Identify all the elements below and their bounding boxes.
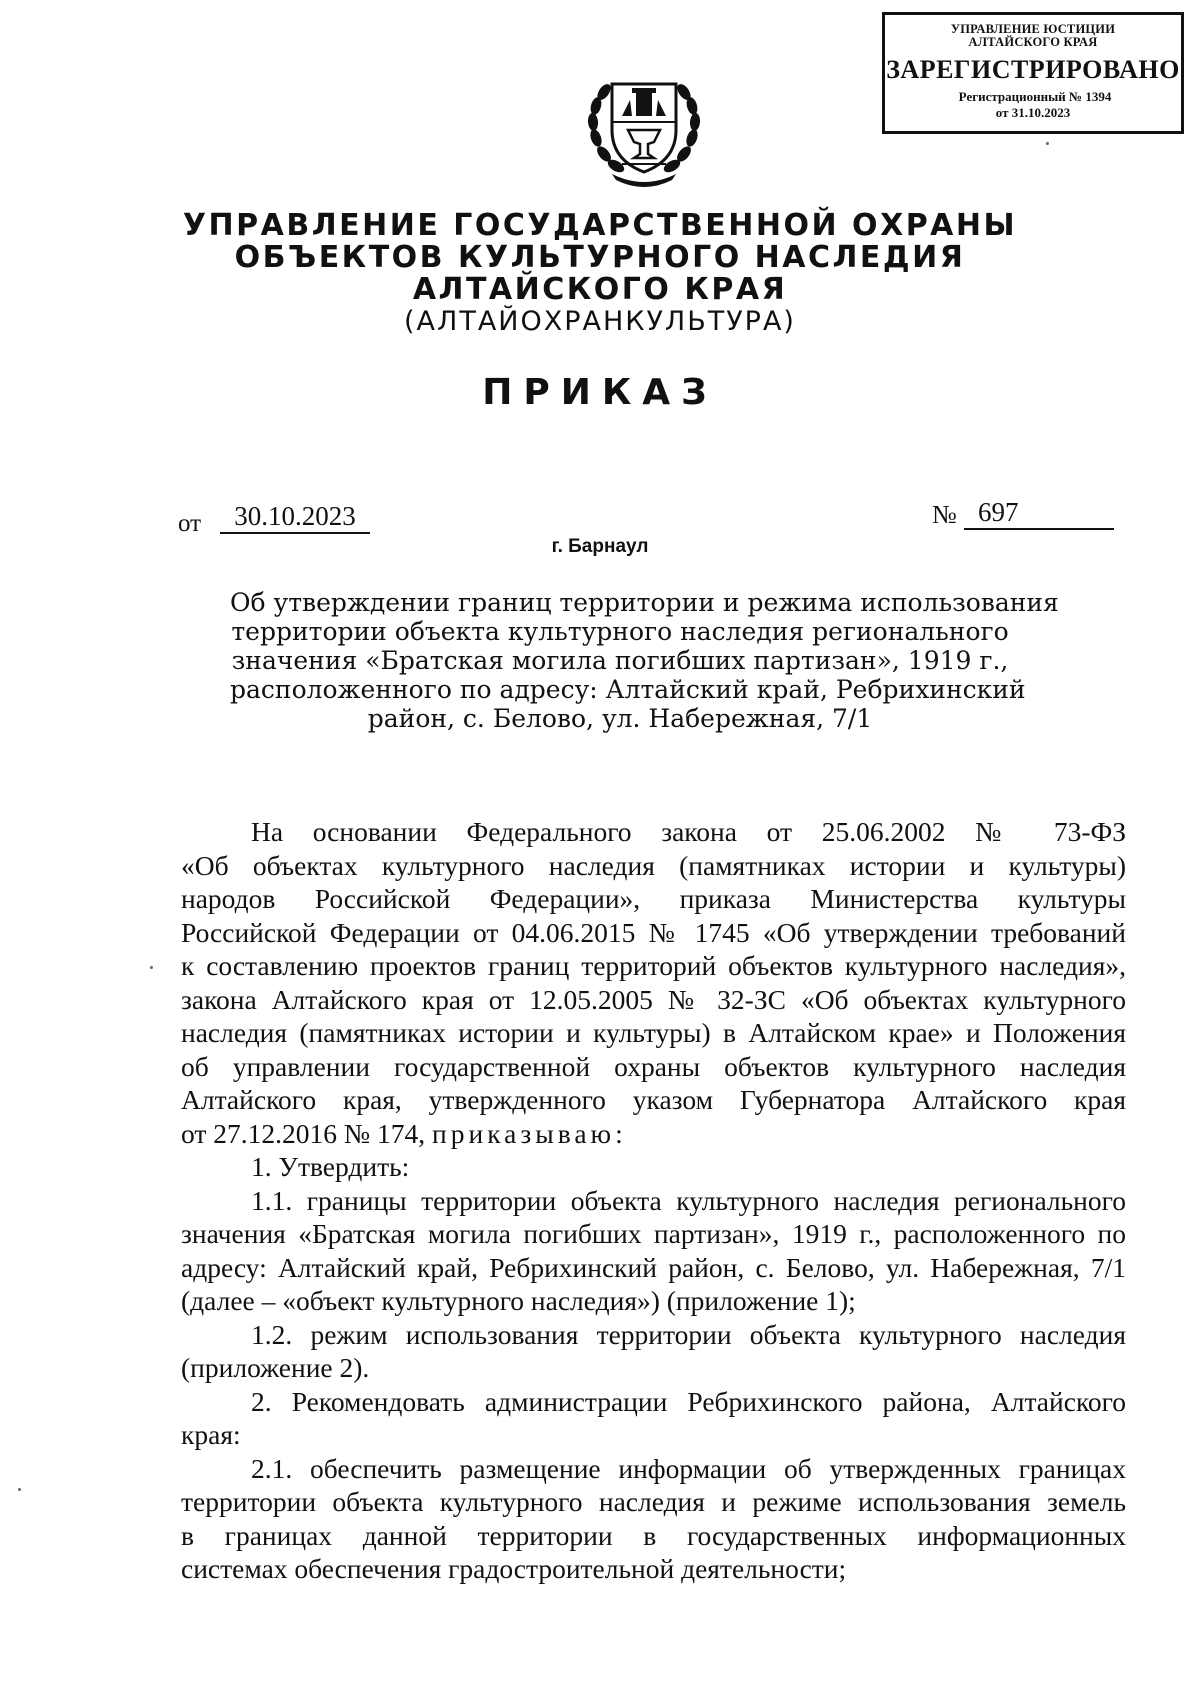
item-2-line: края: [181,1419,241,1450]
stamp-reg-date: от 31.10.2023 [995,105,1071,120]
body-line: «Об объектах культурного наследия (памятниках истории и культуры) [181,849,1126,881]
item-1-1-line: значения «Братская могила погибших партизан», 1919 г., расположенного по [181,1218,1126,1249]
body-line: об управлении государственной охраны объектов культурного наследия [181,1050,1126,1082]
org-name-line2: ОБЪЕКТОВ КУЛЬТУРНОГО НАСЛЕДИЯ [234,240,966,275]
coat-of-arms-icon [582,68,706,192]
order-word: приказываю: [432,1117,627,1149]
item-1-1-line: 1.1. границы территории объекта культурного наследия регионального [251,1184,1126,1216]
stamp-status: ЗАРЕГИСТРИРОВАНО [886,55,1180,84]
org-name-line1: УПРАВЛЕНИЕ ГОСУДАРСТВЕННОЙ ОХРАНЫ [182,208,1018,243]
subject-line: территории объекта культурного наследия регионального [231,617,1009,646]
org-name-line3: АЛТАЙСКОГО КРАЯ [412,272,788,307]
subject-line: район, с. Белово, ул. Набережная, 7/1 [367,704,873,733]
body-line: наследия (памятниках истории и культуры) в Алтайском крае» и Положения [181,1017,1126,1048]
document-city: г. Барнаул [551,536,649,557]
document-date: 30.10.2023 [220,500,370,534]
item-2-1-line: 2.1. обеспечить размещение информации об утвержденных границах [251,1452,1126,1484]
item-1-2-line: (приложение 2). [181,1352,370,1383]
subject-line: значения «Братская могила погибших партизан», 1919 г., [231,646,1009,675]
body-line: Российской Федерации от 04.06.2015 № 1745 «Об утверждении требований [181,916,1126,948]
document-number: 697 [964,496,1114,530]
item-1: 1. Утвердить: [251,1151,410,1182]
item-1-1-line: (далее – «объект культурного наследия») (приложение 1); [181,1285,856,1316]
subject-line: расположенного по адресу: Алтайский край, Ребрихинский [230,675,1026,704]
item-2-1-line: системах обеспечения градостроительной деятельности; [181,1553,847,1584]
body-line: к составлению проектов границ территорий объектов культурного наследия», [181,950,1126,981]
scan-speck [1046,142,1049,145]
document-type: ПРИКАЗ [482,372,718,413]
body-line: закона Алтайского края от 12.05.2005 № 32-ЗС «Об объектах культурного [181,983,1126,1015]
stamp-org [885,23,1181,49]
body-line: На основании Федерального закона от 25.06.2002 № 73-ФЗ [251,816,1126,847]
preamble-last: от 27.12.2016 № 174, [181,1117,426,1149]
stamp-org-line1: УПРАВЛЕНИЕ ЮСТИЦИИ [950,22,1116,36]
item-2-1-line: в границах данной территории в государственных информационных [181,1519,1126,1551]
stamp-org-line2: АЛТАЙСКОГО КРАЯ [968,35,1098,49]
item-2-line: 2. Рекомендовать администрации Ребрихинского района, Алтайского [251,1385,1126,1417]
body-line: народов Российской Федерации», приказа Министерства культуры [181,883,1126,914]
item-2-1-line: территории объекта культурного наследия и режиме использования земель [181,1486,1126,1517]
stamp-reg-number: Регистрационный № 1394 [958,89,1112,104]
document-body [181,815,1126,1586]
scan-speck [150,966,153,969]
item-1-1-line: адресу: Алтайский край, Ребрихинский район, с. Белово, ул. Набережная, 7/1 [181,1251,1126,1283]
number-prefix: № [932,500,957,529]
item-1-2-line: 1.2. режим использования территории объекта культурного наследия [251,1318,1126,1350]
body-line: Алтайского края, утвержденного указом Губернатора Алтайского края [181,1084,1126,1115]
registration-stamp [882,12,1184,134]
scan-speck [18,1488,21,1491]
org-abbreviation: (АЛТАЙОХРАНКУЛЬТУРА) [404,306,796,337]
date-prefix: от [178,510,202,537]
document-subject [230,588,1059,733]
subject-line: Об утверждении границ территории и режима использования [230,588,1059,617]
body-line [181,1117,1126,1151]
